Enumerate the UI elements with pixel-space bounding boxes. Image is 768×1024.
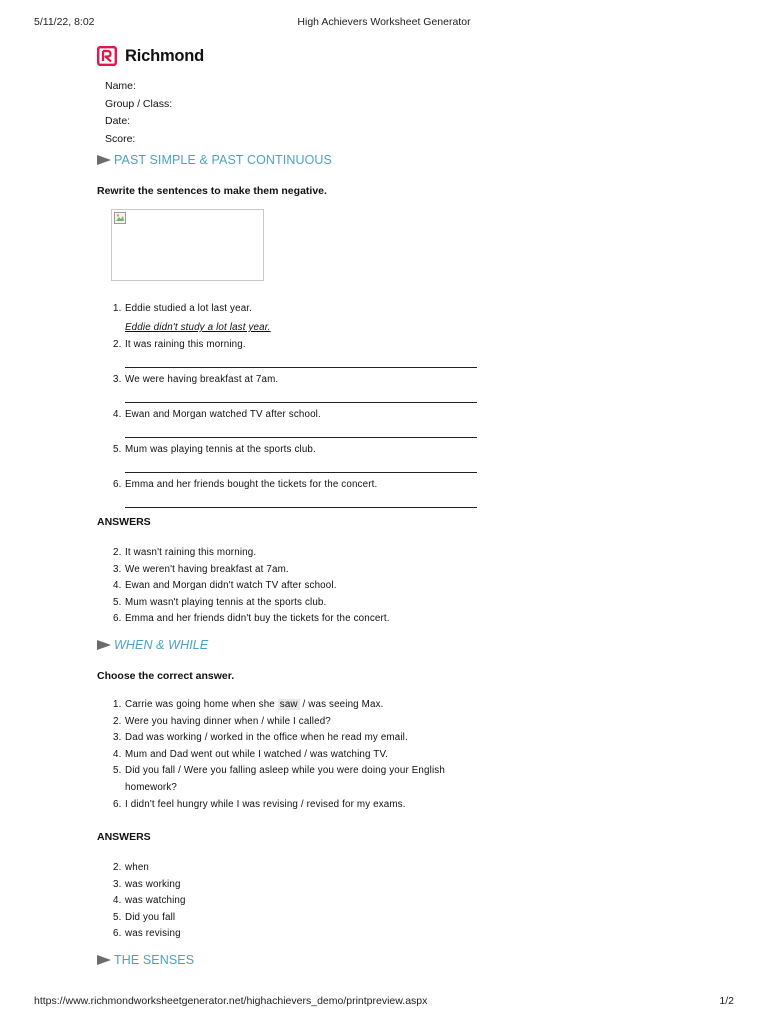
section2-answers	[97, 860, 186, 943]
list-item: 1. Carrie was going home when she saw / was seeing Max.	[113, 699, 384, 710]
section2-answers-heading: ANSWERS	[97, 831, 151, 843]
richmond-logo-icon	[97, 46, 117, 66]
list-item: 6. I didn't feel hungry while I was revising / revised for my exams.	[113, 798, 406, 810]
page-number: 1/2	[719, 995, 734, 1007]
list-item: 6. Emma and her friends didn't buy the tickets for the concert.	[113, 613, 390, 624]
section1-answers	[97, 545, 390, 628]
section-title-the-senses: THE SENSES	[97, 952, 194, 968]
print-url: https://www.richmondworksheetgenerator.net/highachievers_demo/printpreview.aspx	[34, 995, 428, 1007]
example-answer: Eddie didn't study a lot last year.	[125, 322, 271, 333]
list-item: 2. It was raining this morning.	[97, 337, 477, 368]
list-item: 6. was revising	[113, 928, 181, 939]
list-item: 3. Dad was working / worked in the office when he read my email.	[113, 732, 408, 744]
play-arrow-icon	[97, 639, 111, 651]
list-item: 2. Were you having dinner when / while I called?	[113, 715, 331, 727]
print-datetime: 5/11/22, 8:02	[34, 16, 95, 28]
list-item: 4. Ewan and Morgan watched TV after school.	[97, 407, 477, 438]
list-item: 5. Did you fall	[113, 911, 176, 923]
play-arrow-icon	[97, 154, 111, 166]
answer-line[interactable]	[125, 424, 477, 438]
answer-line[interactable]	[125, 494, 477, 508]
name-field: Name:	[105, 80, 136, 92]
section2-instruction: Choose the correct answer.	[97, 670, 235, 682]
date-field: Date:	[105, 115, 131, 128]
section2-questions	[97, 697, 445, 813]
group-field: Group / Class:	[105, 97, 173, 110]
richmond-logo	[97, 44, 204, 68]
list-item: 6. Emma and her friends bought the tickets for the concert.	[97, 477, 477, 508]
broken-image-icon	[114, 212, 126, 224]
print-footer	[34, 995, 734, 1009]
list-item: 5. Mum was playing tennis at the sports club.	[97, 442, 477, 473]
list-item: 3. We weren't having breakfast at 7am.	[113, 563, 289, 575]
play-arrow-icon	[97, 954, 111, 966]
section1-questions	[97, 301, 477, 508]
list-item: 1. Eddie studied a lot last year. Eddie didn't study a lot last year.	[97, 301, 477, 335]
list-item: 2. when	[113, 862, 150, 873]
list-item: 3. We were having breakfast at 7am.	[97, 372, 477, 403]
student-fields	[105, 78, 172, 148]
list-item: 3. was working	[113, 878, 181, 890]
list-item: 4. Mum and Dad went out while I watched / was watching TV.	[113, 748, 389, 760]
score-field: Score:	[105, 132, 136, 145]
section-title-past-simple: PAST SIMPLE & PAST CONTINUOUS	[97, 152, 332, 168]
list-item: 2. It wasn't raining this morning.	[113, 547, 257, 558]
section1-answers-heading: ANSWERS	[97, 516, 151, 528]
answer-line[interactable]	[125, 354, 477, 368]
print-title: High Achievers Worksheet Generator	[297, 16, 471, 28]
brand-name: Richmond	[125, 46, 205, 65]
list-item: 5. Did you fall / Were you falling asleep while you were doing your English homework?	[113, 765, 445, 793]
section1-instruction: Rewrite the sentences to make them negative.	[97, 185, 327, 197]
answer-line[interactable]	[125, 389, 477, 403]
answer-line[interactable]	[125, 459, 477, 473]
section-title-when-while: WHEN & WHILE	[97, 637, 208, 653]
selected-option[interactable]: saw	[279, 699, 298, 710]
list-item: 5. Mum wasn't playing tennis at the sports club.	[113, 596, 327, 608]
print-header	[34, 16, 734, 30]
list-item: 4. Ewan and Morgan didn't watch TV after school.	[113, 580, 337, 591]
broken-image-placeholder	[111, 209, 264, 281]
list-item: 4. was watching	[113, 895, 186, 906]
